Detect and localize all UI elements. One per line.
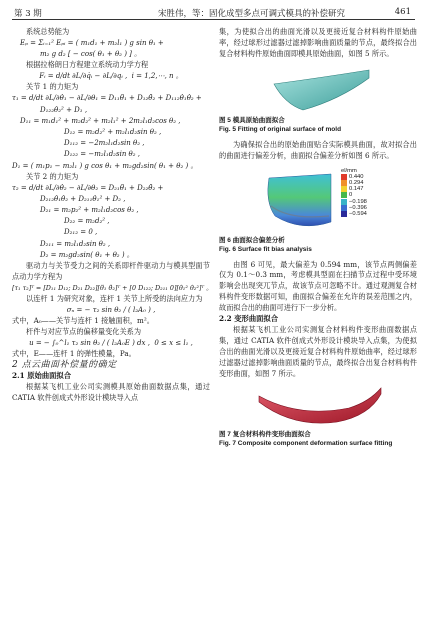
text-offset: 杆件与对应节点的偏移量变化关系为	[26, 327, 142, 337]
page-number: 461	[394, 7, 411, 17]
legend-swatch	[341, 211, 347, 217]
text-drive-force: 驱动力与关节受力之间的关系即杆件驱动力与模具型面节点动力学方程为	[12, 261, 210, 281]
figure-7-caption-cn: 图 7 复合材料构件变形曲面拟合	[219, 430, 311, 438]
legend-swatch	[341, 180, 347, 186]
legend-swatch	[341, 174, 347, 180]
running-title: 宋胜伟，等：固化成型多点可调式模具的补偿研究	[158, 9, 346, 19]
legend-swatch	[341, 192, 347, 198]
legend-swatch	[341, 186, 347, 192]
figure-7	[219, 384, 417, 428]
equation-potential-cont: m₂ g d₂ [ − cos( θ₁ + θ₂ ) ] 。	[40, 50, 142, 59]
equation-lagrange: Fᵢ = d/dt ∂L/∂q̇ᵢ − ∂L/∂qᵢ , i = 1,2,⋯, n 。	[39, 72, 183, 81]
header-rule	[12, 19, 415, 20]
equation-d2: D₂ = m₂gd₂sin( θ₁ + θ₂ ) 。	[40, 250, 134, 259]
left-column	[12, 27, 213, 404]
equation-tau1-cont: D₁₂₂θ̇₂² + D₁ ,	[40, 105, 88, 114]
legend-value: −0.594	[349, 210, 367, 217]
mold-surface-image	[219, 64, 417, 114]
legend-value: 0.294	[349, 179, 364, 186]
paragraph-2-2: 根据某飞机工业公司实测复合材料构件变形曲面数据点集，通过 CATIA 软件创成式外形设计模块导入点集，为使拟合出的曲面光滑以及更接近复合材料构件原始曲率，经过球形过滤器过滤掉影响曲面质量的节点，最终拟合出复合材料构件变形曲面，如图 7 所示。	[219, 324, 417, 378]
legend-entry	[341, 211, 367, 217]
equation-u: u = − ∫₀^l₁ τ₂ sin θ₂ / ( l₂A₀E ) dx , 0 ≤ x ≤ l₁ ,	[29, 339, 193, 348]
text-joint2: 关节 2 的力矩为	[26, 171, 79, 181]
figure-6-caption-cn: 图 6 曲面拟合偏差分析	[219, 236, 285, 244]
figure-7-caption-en: Fig. 7 Composite component deformation surface fitting	[219, 439, 393, 447]
subsection-heading-2-2: 2.2 变形曲面拟合	[219, 314, 279, 324]
legend-value: −0.396	[349, 204, 367, 211]
text-e-def: 式中，E——连杆 1 的弹性模量，Pa。	[12, 349, 136, 359]
equation-d22: D₂₂ = m₂d₂² ,	[64, 217, 110, 226]
equation-tau2: τ₂ = d/dt ∂L/∂θ̇₂ − ∂L/∂θ₂ = D₂₁θ̈₁ + D₂₂θ̈₂ +	[12, 183, 164, 192]
deviation-legend	[341, 168, 367, 218]
text-joint1: 关节 1 的力矩为	[26, 82, 79, 92]
running-header	[0, 0, 427, 22]
legend-value: 0.147	[349, 186, 364, 193]
legend-value: 0.440	[349, 173, 364, 180]
equation-matrix: [τ₁ τ₂]ᵀ = [D₁₁ D₁₂; D₂₁ D₂₂][θ̈₁ θ̈₂]ᵀ + [0 D₁₂₂; D₂₁₁ 0][θ̇₁² θ̇₂²]ᵀ 。	[12, 283, 213, 292]
text-lagrange: 根据拉格朗日方程建立系统动力学方程	[26, 60, 149, 70]
figure-6	[219, 166, 417, 234]
legend-value: −0.198	[349, 198, 367, 205]
equation-d112: D₁₁₂ = −2m₂l₁d₂sin θ₂ ,	[64, 139, 145, 148]
text-total-potential: 系统总势能为	[26, 27, 70, 36]
text-normal-stress: 以连杆 1 为研究对象，连杆 1 关节上所受的法向应力为	[26, 294, 203, 304]
paragraph-deviation-intro: 为确保拟合出的原始曲面贴合实际模具曲面，故对拟合出的曲面进行偏差分析，曲面拟合偏差分析如图 6 所示。	[219, 139, 417, 160]
legend-title: el/mm	[341, 167, 357, 174]
equation-tau1: τ₁ = d/dt ∂L/∂θ̇₁ − ∂L/∂θ₁ = D₁₁θ̈₁ + D₁₂θ̈₂ + D₁₁₂θ̇₁θ̇₂ +	[12, 94, 202, 103]
text-a0-def: 式中，A₀——关节与连杆 1 接触面积，m²。	[12, 316, 154, 326]
equation-d212: D₂₁₂ = 0 ,	[64, 228, 98, 237]
equation-tau2-cont: D₂₁₂θ̇₁θ̇₂ + D₂₁₁θ̇₁² + D₂ ,	[40, 194, 126, 203]
issue-number: 第 3 期	[14, 9, 42, 19]
equation-d11: D₁₁ = m₁d₁² + m₂d₂² + m₂l₁² + 2m₂l₁d₂cos θ₂ ,	[20, 116, 181, 125]
deviation-surface-image	[219, 166, 339, 234]
paragraph-deviation-result: 由图 6 可见，最大偏差为 0.594 mm，该节点两侧偏差仅为 0.1～0.3 mm，考虑模具型面在扫描节点过程中受环境影响会出现突兀节点，故该节点可忽略不计。通过观测复合材料构件变形数据可知，曲面拟合偏差在允许的误差范围之内，故而拟合出的曲面可进行下一步分析。	[219, 259, 417, 313]
figure-5-caption-cn: 图 5 模具原始曲面拟合	[219, 116, 285, 124]
equation-potential: Eₚ = Σᵢ₌₁² Eₚᵢ = ( m₁d₁ + m₂l₁ ) g sin θ₁ +	[20, 38, 164, 47]
equation-d211: D₂₁₁ = m₂l₁d₂sin θ₂ ,	[40, 239, 111, 248]
section-heading-2: 2 点云曲面补偿量的确定	[12, 360, 117, 371]
legend-swatch	[341, 205, 347, 211]
equation-sigma: σₙ = − τ₂ sin θ₂ / ( l₂A₀ ) ,	[66, 306, 156, 314]
figure-5-caption-en: Fig. 5 Fitting of original surface of mold	[219, 125, 342, 133]
equation-d12: D₁₂ = m₂d₂² + m₂l₁d₂sin θ₂ ,	[64, 127, 162, 136]
equation-d1: D₁ = ( m₁p₁ − m₂l₁ ) g cos θ₁ + m₂gd₂sin( θ₁ + θ₂ ) 。	[12, 161, 198, 170]
subsection-heading-2-1: 2.1 原始曲面拟合	[12, 371, 72, 381]
equation-d122: D₁₂₂ = −m₂l₁d₂sin θ₂ ,	[64, 150, 141, 159]
right-column	[219, 27, 417, 448]
equation-d21: D₂₁ = m₂p₂² + m₂l₁d₂cos θ₂ ,	[40, 206, 139, 215]
figure-6-caption-en: Fig. 6 Surface fit bias analysis	[219, 245, 312, 253]
deformation-surface-image	[219, 384, 417, 428]
figure-5	[219, 64, 417, 114]
paragraph-2-1-cont: 集，为使拟合出的曲面光滑以及更接近复合材料构件原始曲率，经过球形过滤器过滤掉影响曲面质量的节点，最终拟合出复合材料构件原始曲面即模具原始曲面，如图 5 所示。	[219, 27, 417, 58]
legend-swatch	[341, 199, 347, 205]
paragraph-2-1: 根据某飞机工业公司实测模具原始曲面数据点集，通过 CATIA 软件创成式外形设计模块导入点	[12, 381, 210, 402]
legend-value: 0	[349, 192, 353, 199]
